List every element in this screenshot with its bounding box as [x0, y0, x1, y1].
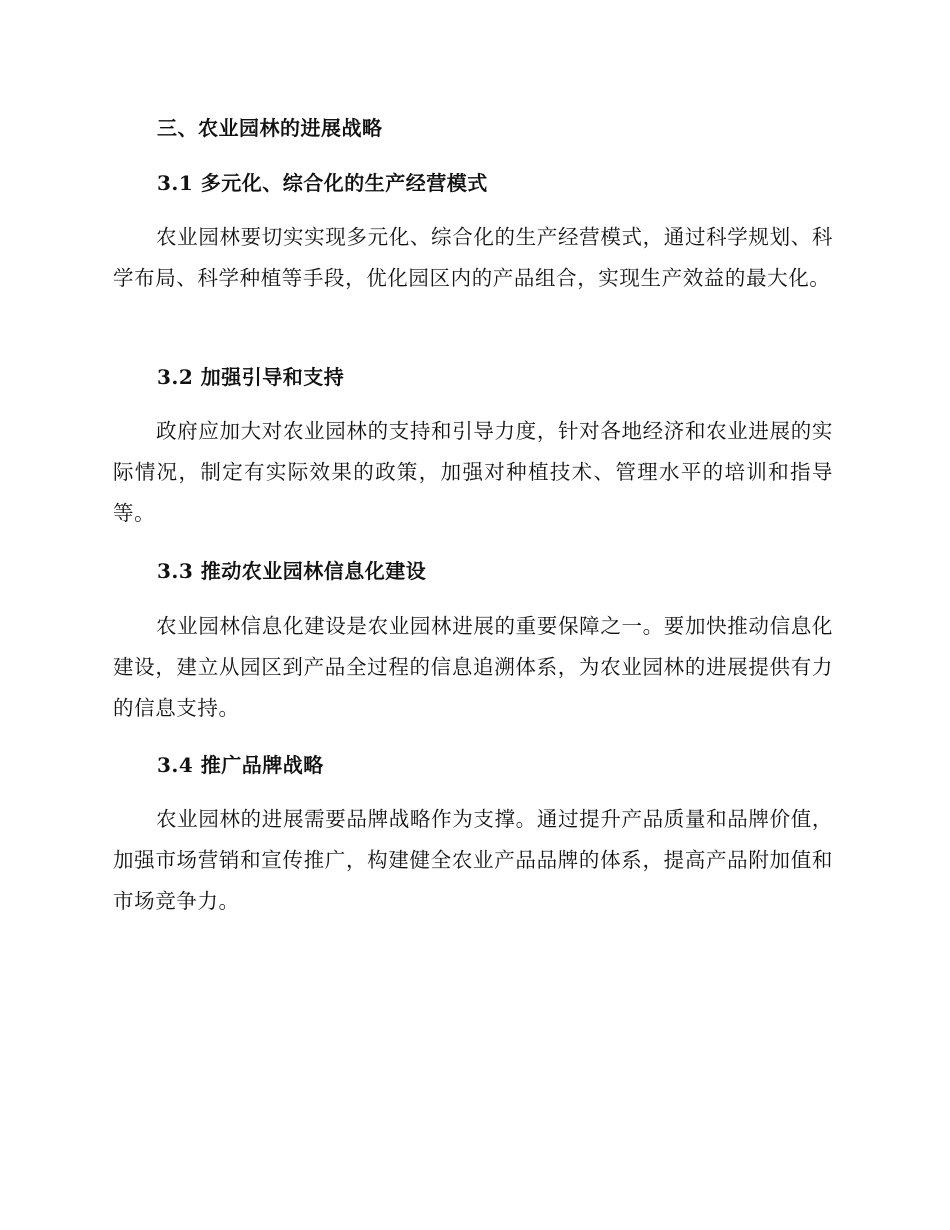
subsection-body-3-2: 政府应加大对农业园林的支持和引导力度，针对各地经济和农业进展的实际情况，制定有实际效果的政策，加强对种植技术、管理水平的培训和指导等。	[113, 419, 833, 525]
subsection-body-3-1: 农业园林要切实实现多元化、综合化的生产经营模式，通过科学规划、科学布局、科学种植等手段，优化园区内的产品组合，实现生产效益的最大化。	[113, 225, 833, 290]
subsection-body-3-3: 农业园林信息化建设是农业园林进展的重要保障之一。要加快推动信息化建设，建立从园区到产品全过程的信息追溯体系，为农业园林的进展提供有力的信息支持。	[113, 614, 833, 720]
subsection-heading-3-2: 3.2 加强引导和支持	[157, 365, 345, 389]
subsection-heading-3-4: 3.4 推广品牌战略	[157, 753, 324, 777]
subsection-heading-3-3: 3.3 推动农业园林信息化建设	[157, 559, 427, 583]
section-title: 三、农业园林的进展战略	[157, 116, 383, 140]
subsection-heading-3-1: 3.1 多元化、综合化的生产经营模式	[157, 171, 488, 195]
subsection-body-3-4: 农业园林的进展需要品牌战略作为支撑。通过提升产品质量和品牌价值，加强市场营销和宣传推广，构建健全农业产品品牌的体系，提高产品附加值和市场竞争力。	[113, 807, 833, 913]
